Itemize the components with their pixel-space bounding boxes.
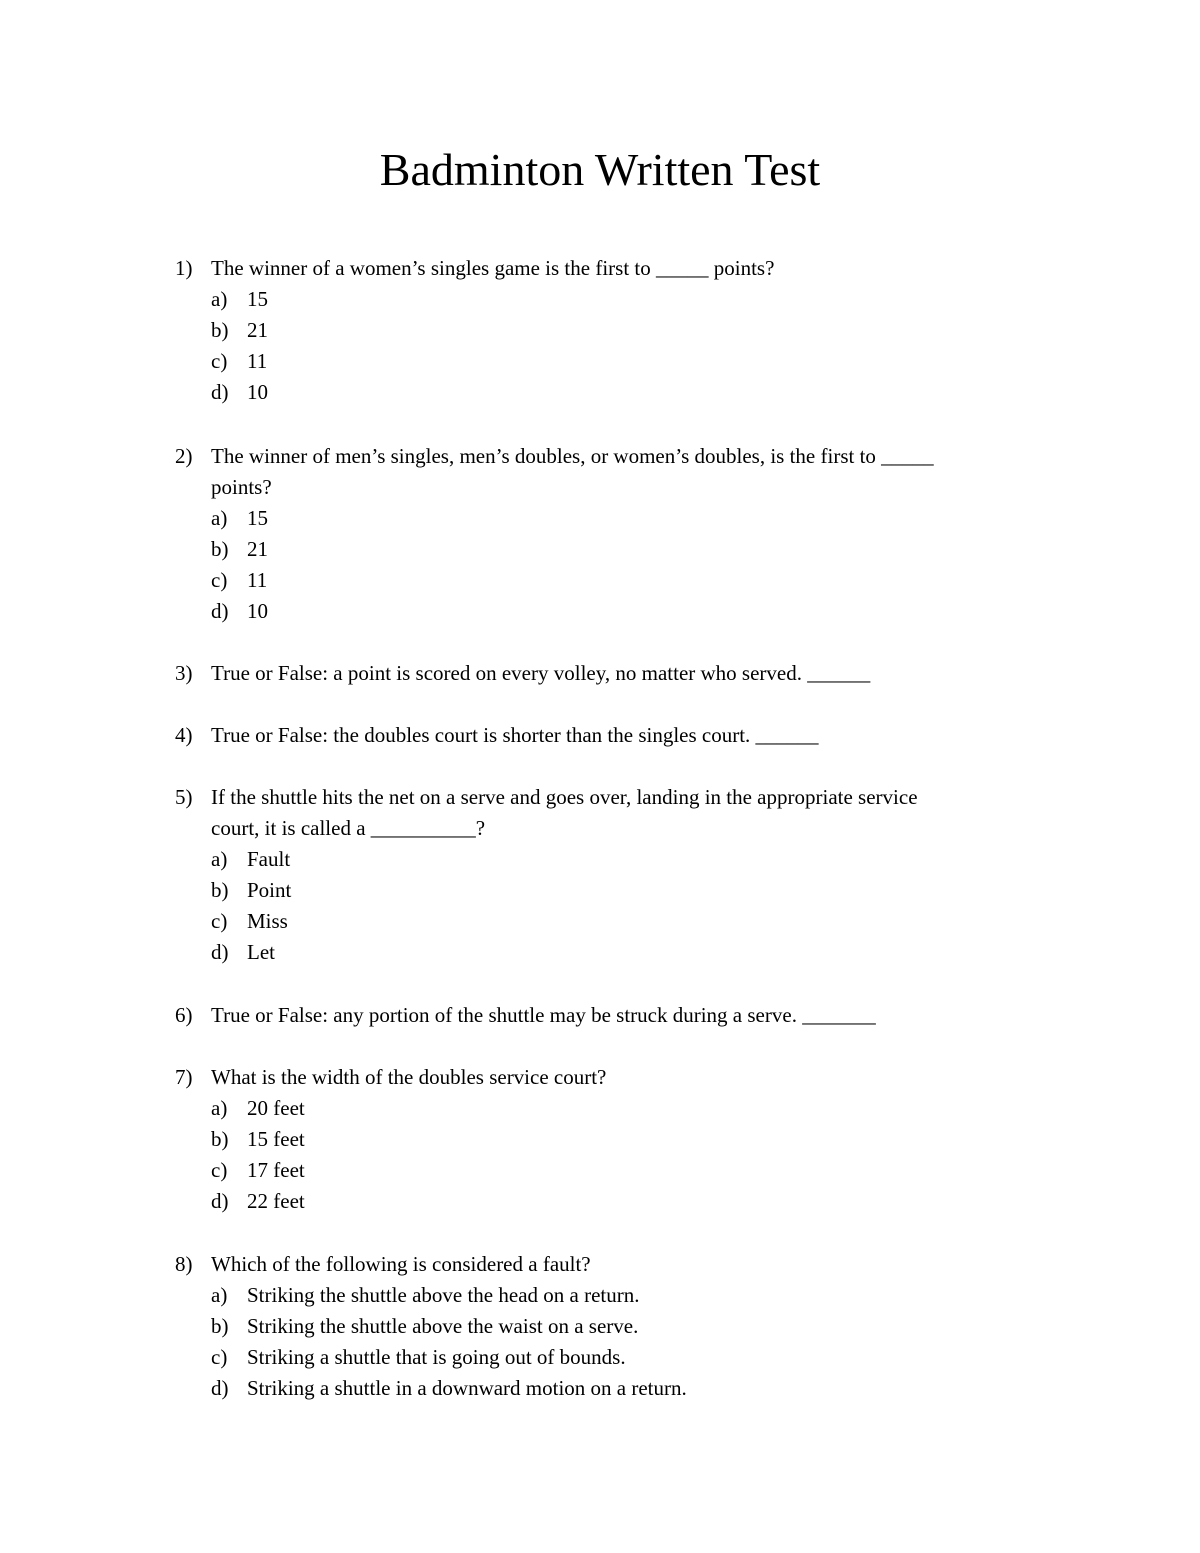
option-text: 11 [247, 349, 268, 373]
question-text: points? [211, 475, 272, 499]
question-number: 6) [175, 1003, 193, 1027]
option-text: Striking a shuttle in a downward motion on a return. [247, 1376, 687, 1400]
option-letter: a) [211, 506, 228, 530]
option-text: Fault [247, 847, 291, 871]
option-letter: b) [211, 1314, 229, 1338]
option-text: 17 feet [247, 1158, 305, 1182]
option-letter: a) [211, 287, 228, 311]
option-letter: d) [211, 940, 229, 964]
option-text: Miss [247, 909, 288, 933]
page-title: Badminton Written Test [379, 144, 821, 195]
option-text: Striking a shuttle that is going out of bounds. [247, 1345, 626, 1369]
option-letter: a) [211, 1283, 228, 1307]
option-letter: d) [211, 599, 229, 623]
option-letter: b) [211, 878, 229, 902]
option-text: 11 [247, 568, 268, 592]
option-text: 22 feet [247, 1189, 305, 1213]
question-text: True or False: the doubles court is shorter than the singles court. ______ [211, 723, 819, 747]
option-text: 21 [247, 318, 268, 342]
option-letter: a) [211, 1096, 228, 1120]
option-text: 15 [247, 506, 268, 530]
question-number: 3) [175, 661, 193, 685]
option-letter: b) [211, 1127, 229, 1151]
option-letter: c) [211, 909, 228, 933]
question-text: True or False: a point is scored on every volley, no matter who served. ______ [211, 661, 871, 685]
option-text: Striking the shuttle above the waist on a serve. [247, 1314, 639, 1338]
question-text: True or False: any portion of the shuttle may be struck during a serve. _______ [211, 1003, 876, 1027]
question-text: The winner of a women’s singles game is the first to _____ points? [211, 256, 775, 280]
option-letter: b) [211, 537, 229, 561]
option-text: 10 [247, 380, 268, 404]
question-number: 2) [175, 444, 193, 468]
question-number: 1) [175, 256, 193, 280]
option-text: Point [247, 878, 292, 902]
question-number: 7) [175, 1065, 193, 1089]
option-text: 21 [247, 537, 268, 561]
question-number: 4) [175, 723, 193, 747]
option-text: 20 feet [247, 1096, 305, 1120]
option-text: 10 [247, 599, 268, 623]
option-letter: d) [211, 380, 229, 404]
question-number: 5) [175, 785, 193, 809]
option-letter: c) [211, 349, 228, 373]
question-text: Which of the following is considered a fault? [211, 1252, 591, 1276]
option-letter: d) [211, 1189, 229, 1213]
option-letter: a) [211, 847, 228, 871]
question-number: 8) [175, 1252, 193, 1276]
option-text: Striking the shuttle above the head on a return. [247, 1283, 640, 1307]
question-text: The winner of men’s singles, men’s doubles, or women’s doubles, is the first to _____ [211, 444, 934, 468]
option-letter: c) [211, 1345, 228, 1369]
option-letter: c) [211, 1158, 228, 1182]
option-letter: c) [211, 568, 228, 592]
option-text: Let [247, 940, 275, 964]
question-text: court, it is called a __________? [211, 816, 486, 840]
question-text: If the shuttle hits the net on a serve and goes over, landing in the appropriate service [211, 785, 918, 809]
option-text: 15 [247, 287, 268, 311]
option-letter: d) [211, 1376, 229, 1400]
question-text: What is the width of the doubles service court? [211, 1065, 607, 1089]
option-text: 15 feet [247, 1127, 305, 1151]
option-letter: b) [211, 318, 229, 342]
